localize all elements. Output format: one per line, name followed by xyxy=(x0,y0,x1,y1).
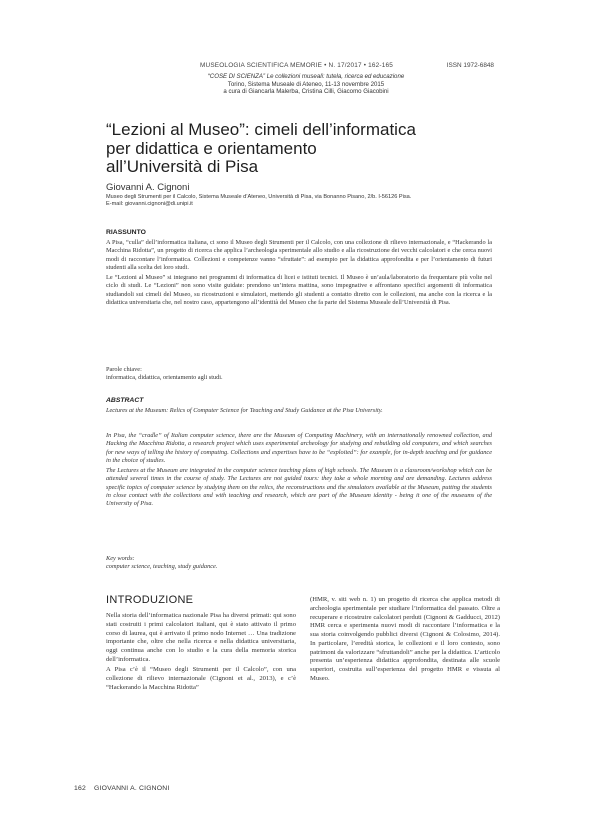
author-name: Giovanni A. Cignoni xyxy=(106,182,190,193)
intro-right-column xyxy=(310,596,500,685)
author-email: E-mail: giovanni.cignoni@di.unipi.it xyxy=(106,201,193,208)
riassunto-body xyxy=(106,239,492,309)
abstract-heading: ABSTRACT xyxy=(106,397,144,404)
running-head: GIOVANNI A. CIGNONI xyxy=(94,785,170,792)
title-line: per didattica e orientamento xyxy=(106,138,317,158)
riassunto-heading: RIASSUNTO xyxy=(106,229,146,236)
issn: ISSN 1972-6848 xyxy=(446,62,494,69)
title-line: all’Università di Pisa xyxy=(106,157,259,176)
introduction-heading: INTRODUZIONE xyxy=(106,594,194,606)
abstract-keywords xyxy=(106,555,492,572)
riassunto-paragraph: A Pisa, “culla” dell’informatica italiana, ci sono il Museo degli Strumenti per il Calcolo, con una collezione di rilievo internazionale, e “Hackerando la Macchina Ridotta”, un progetto di ricerca che applica l’archeologia sperimentale allo studio e alla ricostruzione dei vecchi calcolatori e che cerca nuovi modi di raccontare l’informatica. Collezioni e competenze vanno “sfruttate”: ad esempio per la didattica approfondita e per l’orientamento di futuri studenti alla scelta dei loro studi. xyxy=(106,239,492,272)
keywords-label: Key words: xyxy=(106,555,135,562)
conference-editors: a cura di Giancarla Malerba, Cristina Cilli, Giacomo Giacobini xyxy=(223,88,389,96)
keywords-label: Parole chiave: xyxy=(106,366,142,373)
page-footer xyxy=(74,785,169,792)
intro-paragraph: A Pisa c’è il “Museo degli Strumenti per il Calcolo”, con una collezione di rilievo internazionale (Cignoni et al., 2013), e c’è “Hackerando la Macchina Ridotta” xyxy=(106,666,296,691)
abstract-body xyxy=(106,432,492,510)
author-affiliation xyxy=(106,194,506,208)
abstract-paragraph: The Lectures at the Museum are integrated in the computer science teaching plans of high schools. The Museum is a classroom/workshop which can be attended several times in the course of study. The Lectures are not guided tours: they take a whole morning and are demanding. Lectures address specific topics of computer science by studying them on the relics, the reconstructions and the simulators available at the Museum, putting the students in close contact with the collections and with teaching and research, which are part of the Museum identity - being it one of the museums of the University of Pisa. xyxy=(106,466,492,508)
conference-title: “COSE DI SCIENZA” Le collezioni museali: tutela, ricerca ed educazione xyxy=(207,73,405,80)
journal-header: MUSEOLOGIA SCIENTIFICA MEMORIE • N. 17/2017 • 162-165 xyxy=(200,62,394,69)
abstract-paragraph: In Pisa, the “cradle” of Italian computer science, there are the Museum of Computing Machinery, with an internationally renowned collection, and Hacking the Macchina Ridotta, a research project which uses experimental archeology for studying and rebuilding old computers, and which searches for new ways of telling the history of computing. Collections and expertises have to be “exploited”: for example, for in-depth teaching and for guidance in the choice of studies. xyxy=(106,432,492,465)
intro-paragraph: Nella storia dell’informatica nazionale Pisa ha diversi primati: qui sono stati costruiti i primi calcolatori italiani, qui è stato attivato il primo corso di laurea, qui è arrivato il primo nodo Internet … Una tradizione importante che, oltre che nella ricerca e nella didattica universitaria, oggi continua anche con lo studio e la cura della memoria storica dell’informatica. xyxy=(106,612,296,663)
conference-place: Torino, Sistema Museale di Ateneo, 11-13 novembre 2015 xyxy=(227,80,385,88)
abstract-title: Lectures at the Museum: Relics of Computer Science for Teaching and Study Guidance at the Pisa University. xyxy=(106,407,383,414)
intro-paragraph: (HMR, v. siti web n. 1) un progetto di ricerca che applica metodi di archeologia sperimentale per studiare l’informatica del passato. Oltre a recuperare e ricostruire calcolatori perduti (Cignoni & Gadducci, 2012) HMR cerca e sperimenta nuovi modi di raccontare l’informatica e la sua storia coinvolgendo pubblici diversi (Cignoni & Colosimo, 2014). In particolare, l’eredità storica, le collezioni e il loro contesto, sono patrimoni da valorizzare “sfruttandoli” anche per la didattica. L’articolo presenta un’esperienza didattica approfondita, destinata alle scuole superiori, costruita sull’esperienza del progetto HMR e vissuta al Museo. xyxy=(310,596,500,682)
title-line: “Lezioni al Museo”: cimeli dell’informatica xyxy=(106,120,416,139)
affiliation-text: Museo degli Strumenti per il Calcolo, Sistema Museale d’Ateneo, Università di Pisa, via Bonanno Pisano, 2/b. I-56126 Pisa. xyxy=(106,194,412,200)
page-number: 162 xyxy=(74,785,86,792)
article-title xyxy=(106,121,506,177)
riassunto-keywords xyxy=(106,366,492,383)
keywords-text: computer science, teaching, study guidance. xyxy=(106,563,218,571)
keywords-text: informatica, didattica, orientamento agli studi. xyxy=(106,374,223,382)
conference-info xyxy=(186,73,426,96)
riassunto-paragraph: Le “Lezioni al Museo” si integrano nei programmi di informatica di licei e istituti tecnici. Il Museo è un’aula/laboratorio da frequentare più volte nel ciclo di studi. Le “Lezioni” non sono visite guidate: prendono un’intera mattina, sono impegnative e affrontano specifici argomenti di informatica studiandoli sui cimeli del Museo, su ricostruzioni e simulatori, mettendo gli studenti a contatto diretto con le collezioni, ma anche con la ricerca e la didattica universitaria che, nel nostro caso, appartengono all’identità del Museo che fa parte del Sistema Museale dell’Università di Pisa. xyxy=(106,273,492,306)
intro-left-column xyxy=(106,612,296,694)
